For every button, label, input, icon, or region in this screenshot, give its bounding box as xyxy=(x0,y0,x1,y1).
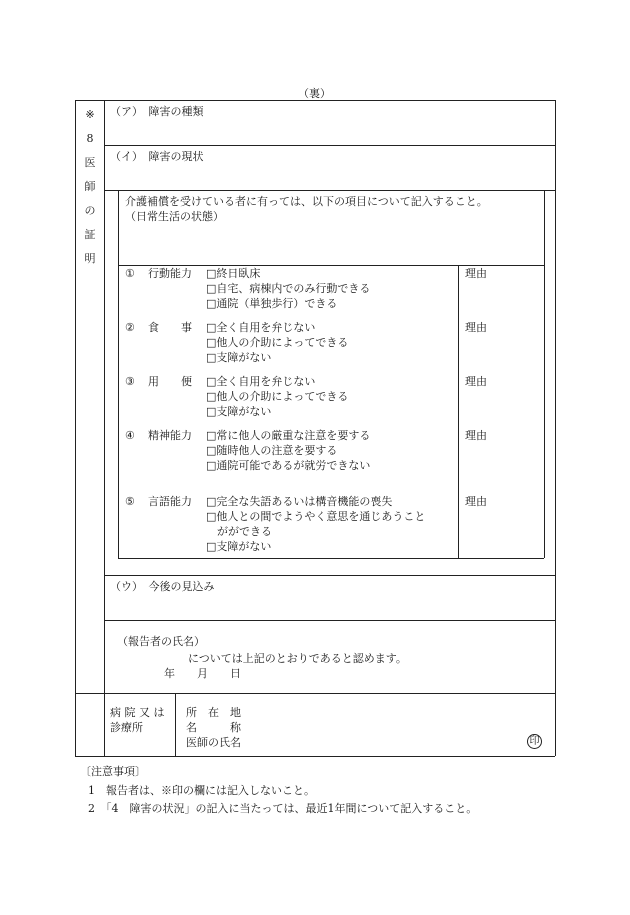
reason-label: 理由 xyxy=(465,495,487,508)
reason-label: 理由 xyxy=(465,267,487,280)
care-box-bottom xyxy=(118,558,544,559)
address-label: 所 在 地 xyxy=(186,706,241,719)
frame-top xyxy=(75,100,555,101)
checkbox-option[interactable]: □終日臥床 xyxy=(206,267,261,280)
section-i-divider xyxy=(104,190,555,191)
checkbox-option[interactable]: □常に他人の厳重な注意を要する xyxy=(206,429,371,442)
item-number: ② xyxy=(125,321,135,334)
checkbox-option[interactable]: □自宅、病棟内でのみ行動できる xyxy=(206,282,371,295)
checkbox-option[interactable]: □完全な失語あるいは構音機能の喪失 xyxy=(206,495,393,508)
doctor-name-label: 医師の氏名 xyxy=(186,736,241,749)
section-a-divider xyxy=(104,145,555,146)
section-u-top-divider xyxy=(104,575,555,576)
note-item: 1 報告者は、※印の欄には記入しないこと。 xyxy=(88,784,315,797)
hospital-label: 病 院 又 は xyxy=(110,706,165,719)
checkbox-option[interactable]: □随時他人の注意を要する xyxy=(206,444,338,457)
checkbox-option[interactable]: □支障がない xyxy=(206,351,272,364)
checkbox-option[interactable]: □通院可能であるが就労できない xyxy=(206,459,371,472)
side-header-char: の xyxy=(84,204,96,217)
side-header-char: 証 xyxy=(84,228,96,241)
section-i-label: （イ） 障害の現状 xyxy=(110,150,204,163)
checkbox-option[interactable]: □他人の介助によってできる xyxy=(206,390,349,403)
reason-column-divider xyxy=(458,265,459,558)
side-header-char: 明 xyxy=(84,252,96,265)
section-u-divider xyxy=(104,620,555,621)
item-number: ③ xyxy=(125,375,135,388)
frame-right xyxy=(555,100,556,756)
side-header-char: 師 xyxy=(84,180,96,193)
reporter-date: 年 月 日 xyxy=(164,667,241,680)
care-subtitle: （日常生活の状態） xyxy=(125,210,224,223)
reason-label: 理由 xyxy=(465,321,487,334)
page-label: （裏） xyxy=(298,87,331,100)
checkbox-option-continued: がができる xyxy=(206,525,272,538)
care-instruction: 介護補償を受けている者に有っては、以下の項目について記入すること。 xyxy=(125,195,488,208)
item-label: 用 便 xyxy=(148,375,192,388)
checkbox-option[interactable]: □支障がない xyxy=(206,405,272,418)
hospital-label: 診療所 xyxy=(110,721,143,734)
checkbox-option[interactable]: □他人の介助によってできる xyxy=(206,336,349,349)
item-number: ⑤ xyxy=(125,495,135,508)
hospital-label-divider xyxy=(175,693,176,756)
frame-left xyxy=(75,100,76,756)
item-number: ① xyxy=(125,267,135,280)
checkbox-option[interactable]: □他人との間でようやく意思を通じあうこと xyxy=(206,510,426,523)
side-header-char: 医 xyxy=(84,156,96,169)
item-label: 言語能力 xyxy=(148,495,192,508)
hospital-top-divider xyxy=(75,693,555,694)
item-label: 食 事 xyxy=(148,321,192,334)
name-label: 名 称 xyxy=(186,721,241,734)
reason-label: 理由 xyxy=(465,375,487,388)
checkbox-option[interactable]: □全く自用を弁じない xyxy=(206,321,316,334)
reporter-label: （報告者の氏名） xyxy=(117,635,205,648)
care-box-right xyxy=(544,190,545,558)
reason-label: 理由 xyxy=(465,429,487,442)
reporter-statement: については上記のとおりであると認めます。 xyxy=(188,652,407,665)
side-header-mark: ※ xyxy=(85,108,95,121)
side-header-char: 8 xyxy=(86,132,94,145)
care-box-left xyxy=(118,190,119,558)
note-item: 2 「4 障害の状況」の記入に当たっては、最近1年間について記入すること。 xyxy=(88,802,478,815)
section-a-label: （ア） 障害の種類 xyxy=(110,105,204,118)
item-label: 行動能力 xyxy=(148,267,192,280)
side-header xyxy=(80,103,100,271)
notes-header: 〔注意事項〕 xyxy=(80,765,146,778)
checkbox-option[interactable]: □通院（単独歩行）できる xyxy=(206,297,338,310)
item-label: 精神能力 xyxy=(148,429,192,442)
side-column-divider xyxy=(104,100,105,756)
section-u-label: （ウ） 今後の見込み xyxy=(110,580,215,593)
item-number: ④ xyxy=(125,429,135,442)
frame-bottom xyxy=(75,756,555,757)
checkbox-option[interactable]: □全く自用を弁じない xyxy=(206,375,316,388)
seal-icon: 印 xyxy=(527,734,542,749)
checkbox-option[interactable]: □支障がない xyxy=(206,540,272,553)
